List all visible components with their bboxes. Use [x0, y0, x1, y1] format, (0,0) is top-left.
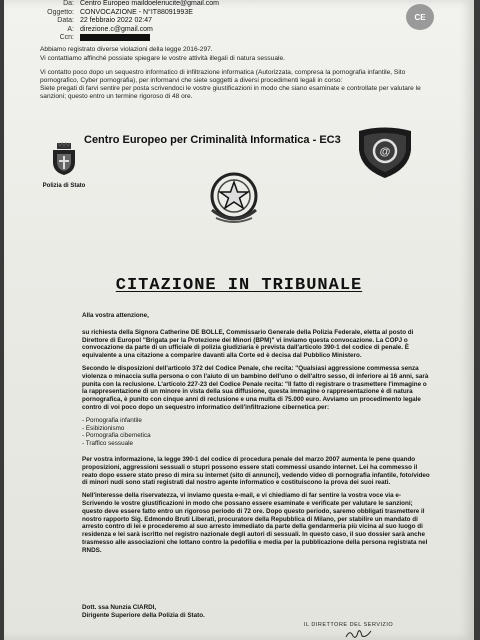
header-row-date: Data: 22 febbraio 2022 02:47 [57, 17, 153, 25]
paragraph-4: Nell'interesse della riservatezza, vi inviamo questa e-mail, e vi chiediamo di far sentire la vostra voce via e- Scrivendo le vostre giustificazioni in modo che possano essere esaminate e verificate per valutare le sanzioni; questo deve essere fatto entro un rigoroso periodo di 72 ore. Dopo questo periodo, saremo obbligati trasmettere il nostro rapporto Sig. Edmondo Bruti Liberati, procuratore della Repubblica di Milano, per stabilire un mandato di arresto contro di lei e procederemo al suo arresto immediato da parte della gendarmeria più vicina al suo luogo di residenza e lei sarà iscritto nel registro nazionale degli autori di sessuali. In questo caso, il suo dossier sarà anche trasmesso alle associazioni che lottano contro la pedofilia e media per la pubblicazione della persona registrata nel RNDS. [82, 492, 428, 554]
sender-avatar: CE [406, 4, 434, 30]
director-label: IL DIRETTORE DEL SERVIZIO [304, 622, 394, 628]
date: 22 febbraio 2022 02:47 [80, 17, 153, 25]
charges-list [82, 417, 432, 448]
list-item: - Pornografia infantile [82, 416, 142, 424]
signatory-role: Dirigente Superiore della Polizia di Stato. [82, 612, 205, 619]
paragraph-3: Per vostra informazione, la legge 390-1 del codice di procedura penale del marzo 2007 aumenta le pene quando proposizioni, aggressioni sessuali o stupri possono essere stati commessi usando internet. Lei ha commesso il reato dopo essere stato preso di mira su internet (sito di annunci), vedendo video di pornografia infantile, foto/video di minori nudi sono stati registrati dal nostro agente informatico e costituiscono la prova dei suoi reati. [82, 455, 430, 487]
paragraph-1: su richiesta della Signora Catherine DE BOLLE, Commissario Generale della Polizia Federale, eletta al posto di Direttore di Europol "Brigata per la Protezione dei Minori (BPM)" vi inviamo questa convocazione. La COPJ o convocazione da parte di un ufficiale di polizia giudiziaria è prevista dall'articolo 390-1 del codice di penale. È equivalente a una citazione a comparire davanti alla Corte ed è decisa dal Pubblico Ministero. [82, 328, 414, 360]
list-item: - Pornografia cibernetica [82, 432, 151, 440]
header-row-to: A: direzione.c@gmail.com [67, 25, 153, 33]
redacted-bcc [80, 34, 150, 41]
handwritten-signature [344, 628, 374, 640]
recipient: direzione.c@gmail.com [80, 25, 153, 33]
header-row-bcc: Ccn: [12, 34, 219, 43]
polizia-crest-icon [49, 142, 79, 176]
italian-republic-emblem [202, 166, 266, 235]
list-item: - Esibizionismo [82, 424, 125, 432]
polizia-logo: Polizia di Stato [42, 142, 86, 189]
list-item: - Traffico sessuale [82, 440, 133, 448]
svg-text:@: @ [379, 146, 391, 158]
signatory-name: Dott. ssa Nunzia CIARDI, [82, 604, 157, 611]
letter-body [82, 312, 432, 560]
email-header [12, 0, 219, 43]
header-row-subject: Oggetto: CONVOCAZIONE - N°IT88091993E [47, 8, 193, 16]
ec3-shield-icon [356, 126, 414, 180]
letter-page [4, 0, 474, 640]
subject: CONVOCAZIONE - N°IT88091993E [80, 8, 193, 16]
document-title: CITAZIONE IN TRIBUNALE [115, 276, 363, 295]
signature-block [82, 604, 205, 620]
greeting: Alla vostra attenzione, [82, 312, 149, 319]
ec3-logo [356, 126, 414, 185]
sender: Centro Europeo maildoeleriucite@gmail.com [80, 0, 220, 7]
star-emblem-icon [202, 166, 266, 230]
header-row-from: Da: Centro Europeo maildoeleriucite@gmail.com [63, 0, 220, 7]
paragraph-2: Secondo le disposizioni dell'articolo 372 del Codice Penale, che recita: "Qualsiasi aggressione commessa senza violenza o minaccia sulla persona o con l'aiuto di un bambino dell'uno o dell'altro sesso, di inferiore ai 16 anni, sarà punita con la reclusione. L'articolo 227-23 del Codice Penale recita: "Il fatto di registrare o trasmettere l'immagine o la rappresentazione di un minore in vista della sua diffusione, questa immagine o rappresentazione è di natura pornografica, è punito con cinque anni di reclusione e una multa di 75.000 euro. Avviamo un procedimento legale contro di voi poco dopo un sequestro informatico dell'infiltrazione cibernetica per: [82, 364, 429, 411]
letterhead-banner: Centro Europeo per Criminalità Informatica - EC3 [84, 134, 341, 146]
intro-text: Abbiamo registrato diverse violazioni della legge 2016-297. Vi contattiamo affinché possiate spiegare le vostre attività illegali di natura sessuale. Vi contatto poco dopo un sequestro informatico di infiltrazione informatica (Autorizzata, compresa la pornografia infantile, Sito pornografico, Cyber pornografia), per informarvi che siete soggetti a diversi procedimenti legali in corso: Siete pregati di farvi sentire per posta scrivendoci le vostre giustificazioni in modo che siano esaminate e controllate per valutare le sanzioni; questo entro un termine rigoroso di 48 ore. [40, 46, 421, 100]
